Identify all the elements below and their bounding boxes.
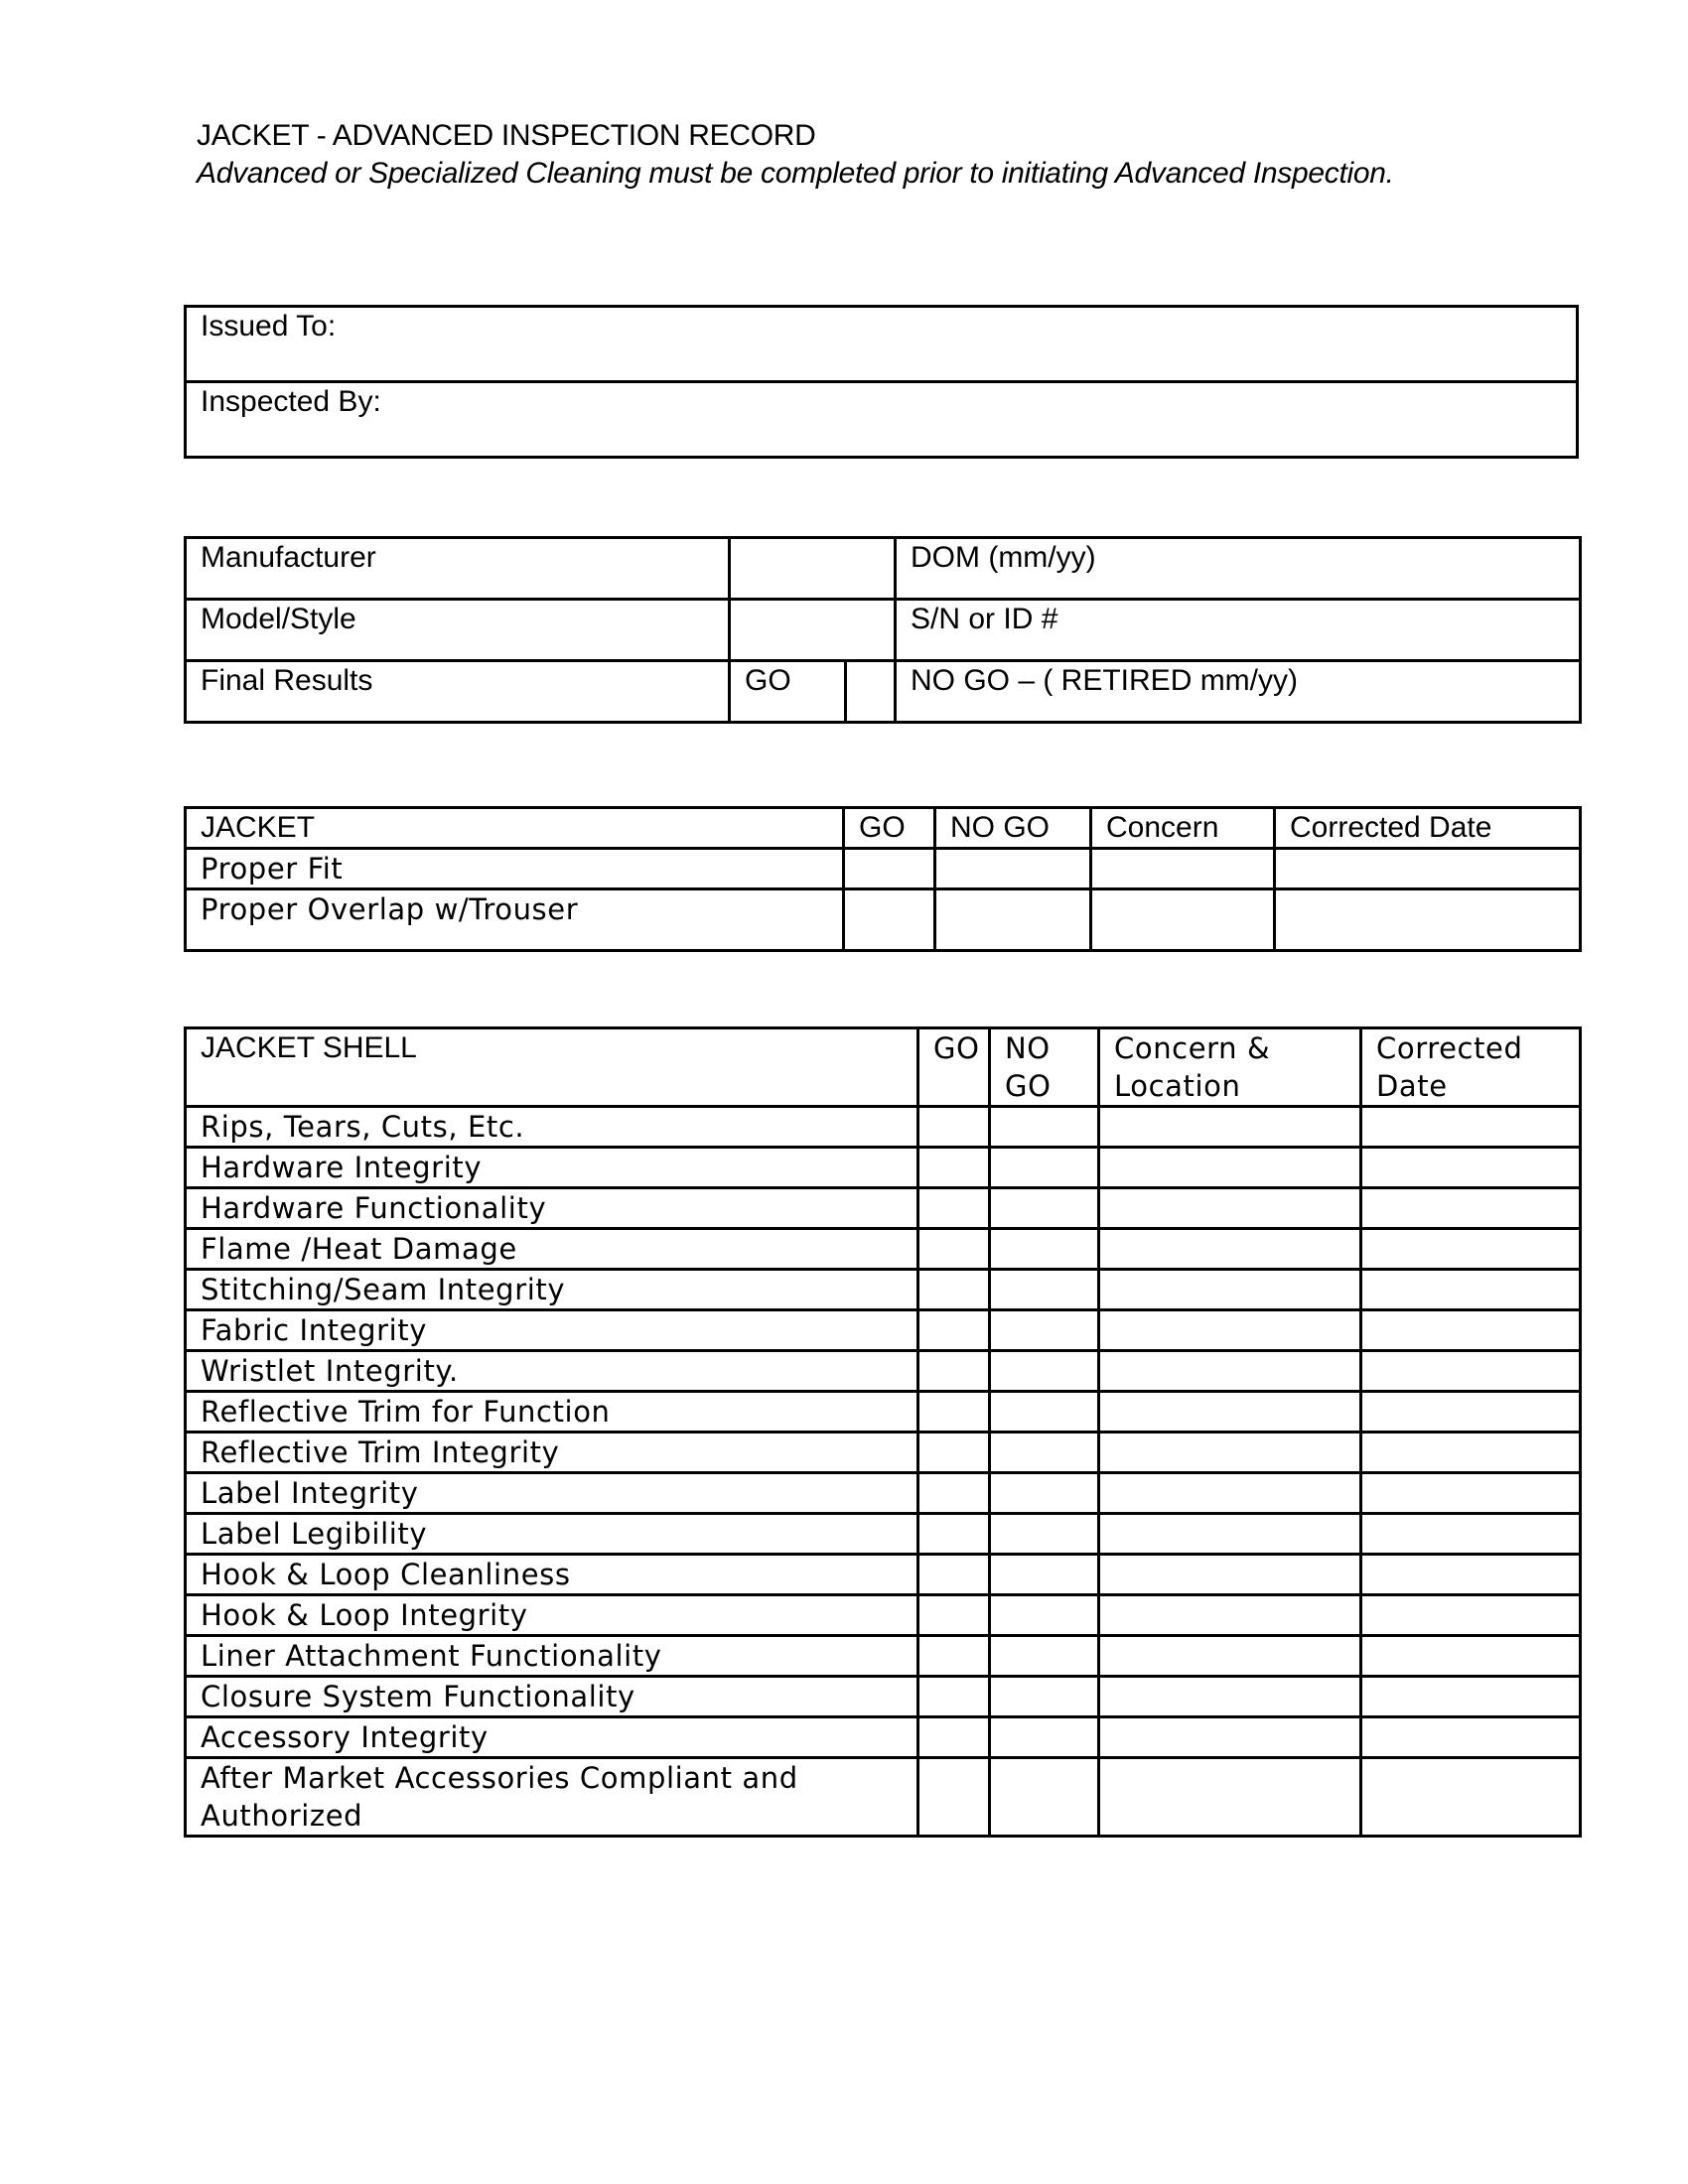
assignment-table [184,305,1579,459]
table-row [186,1310,1581,1351]
document-header [197,117,1448,193]
go-checkbox-cell[interactable] [918,1392,990,1433]
model-value-cell[interactable] [730,600,896,661]
concern-location-cell[interactable] [1099,1148,1361,1188]
final-go-checkbox[interactable] [846,661,896,723]
concern-cell[interactable] [1091,889,1275,951]
concern-location-cell[interactable] [1099,1392,1361,1433]
shell-row-label: Reflective Trim for Function [186,1392,918,1433]
table-row [186,1677,1581,1717]
go-checkbox-cell[interactable] [918,1148,990,1188]
table-row [186,1270,1581,1310]
go-checkbox-cell[interactable] [918,1270,990,1310]
corrected-date-cell[interactable] [1361,1717,1581,1758]
jacket-header-item: JACKET [186,808,844,849]
concern-location-cell[interactable] [1099,1229,1361,1270]
dom-label: DOM (mm/yy) [911,541,1096,574]
corrected-date-cell[interactable] [1361,1310,1581,1351]
table-row [186,1392,1581,1433]
final-no-go-label: NO GO – ( RETIRED mm/yy) [911,664,1298,697]
serial-id-label: S/N or ID # [911,603,1058,635]
no-go-checkbox-cell[interactable] [990,1717,1099,1758]
no-go-checkbox-cell[interactable] [990,1433,1099,1473]
table-row [186,889,1581,951]
jacket-header-no-go: NO GO [935,808,1091,849]
table-row [186,1433,1581,1473]
model-label-cell [186,600,730,661]
table-row [186,1717,1581,1758]
manufacturer-label: Manufacturer [201,541,376,574]
go-checkbox-cell[interactable] [918,1433,990,1473]
corrected-date-cell[interactable] [1361,1473,1581,1514]
jacket-row-label: Proper Overlap w/Trouser [186,889,844,951]
go-checkbox-cell[interactable] [844,889,935,951]
shell-row-label: After Market Accessories Compliant and Authorized [186,1758,918,1837]
corrected-date-cell[interactable] [1361,1433,1581,1473]
corrected-date-cell[interactable] [1361,1555,1581,1595]
issued-to-field[interactable] [186,307,1578,382]
shell-row-label: Closure System Functionality [186,1677,918,1717]
table-row [186,1148,1581,1188]
shell-row-label: Hardware Functionality [186,1188,918,1229]
final-results-label-cell [186,661,730,723]
jacket-header-corrected-date: Corrected Date [1275,808,1581,849]
shell-row-label: Accessory Integrity [186,1717,918,1758]
serial-cell[interactable] [896,600,1581,661]
no-go-checkbox-cell[interactable] [990,1392,1099,1433]
no-go-checkbox-cell[interactable] [990,1310,1099,1351]
shell-row-label: Stitching/Seam Integrity [186,1270,918,1310]
final-results-label: Final Results [201,664,373,697]
corrected-date-cell[interactable] [1361,1758,1581,1837]
no-go-checkbox-cell[interactable] [990,1148,1099,1188]
shell-row-label: Fabric Integrity [186,1310,918,1351]
go-checkbox-cell[interactable] [918,1677,990,1717]
go-checkbox-cell[interactable] [918,1758,990,1837]
shell-row-label: Label Legibility [186,1514,918,1555]
jacket-header-go: GO [844,808,935,849]
table-row [186,1595,1581,1636]
corrected-date-cell[interactable] [1361,1148,1581,1188]
table-row [186,1188,1581,1229]
jacket-shell-table [184,1026,1582,1838]
issued-to-label: Issued To: [201,310,337,342]
no-go-checkbox-cell[interactable] [990,1473,1099,1514]
table-row [186,1636,1581,1677]
jacket-header-concern: Concern [1091,808,1275,849]
corrected-date-cell[interactable] [1361,1514,1581,1555]
dom-cell[interactable] [896,538,1581,600]
concern-location-cell[interactable] [1099,1270,1361,1310]
concern-location-cell[interactable] [1099,1595,1361,1636]
corrected-date-cell[interactable] [1361,1392,1581,1433]
shell-row-label: Liner Attachment Functionality [186,1636,918,1677]
concern-cell[interactable] [1091,849,1275,889]
concern-location-cell[interactable] [1099,1107,1361,1148]
no-go-checkbox-cell[interactable] [990,1758,1099,1837]
table-row [186,1473,1581,1514]
go-checkbox-cell[interactable] [918,1595,990,1636]
go-checkbox-cell[interactable] [918,1717,990,1758]
shell-row-label: Label Integrity [186,1473,918,1514]
go-checkbox-cell[interactable] [844,849,935,889]
shell-row-label: Reflective Trim Integrity [186,1433,918,1473]
shell-row-label: Hook & Loop Integrity [186,1595,918,1636]
shell-header-no-go: NO GO [990,1028,1099,1107]
no-go-checkbox-cell[interactable] [990,1677,1099,1717]
go-checkbox-cell[interactable] [918,1229,990,1270]
corrected-date-cell[interactable] [1361,1270,1581,1310]
corrected-date-cell[interactable] [1361,1677,1581,1717]
go-checkbox-cell[interactable] [918,1188,990,1229]
manufacturer-label-cell [186,538,730,600]
concern-location-cell[interactable] [1099,1555,1361,1595]
concern-location-cell[interactable] [1099,1433,1361,1473]
shell-row-label: Rips, Tears, Cuts, Etc. [186,1107,918,1148]
no-go-checkbox-cell[interactable] [990,1555,1099,1595]
go-checkbox-cell[interactable] [918,1107,990,1148]
shell-header-concern-location: Concern & Location [1099,1028,1361,1107]
shell-row-label: Hook & Loop Cleanliness [186,1555,918,1595]
corrected-date-cell[interactable] [1275,849,1581,889]
table-row [186,1107,1581,1148]
no-go-checkbox-cell[interactable] [990,1514,1099,1555]
corrected-date-cell[interactable] [1275,889,1581,951]
concern-location-cell[interactable] [1099,1188,1361,1229]
table-row [186,1555,1581,1595]
no-go-checkbox-cell[interactable] [990,1188,1099,1229]
concern-location-cell[interactable] [1099,1717,1361,1758]
concern-location-cell[interactable] [1099,1758,1361,1837]
no-go-checkbox-cell[interactable] [935,889,1091,951]
model-style-label: Model/Style [201,603,356,635]
corrected-date-cell[interactable] [1361,1229,1581,1270]
inspected-by-label: Inspected By: [201,385,381,418]
corrected-date-cell[interactable] [1361,1188,1581,1229]
final-no-go-cell[interactable] [896,661,1581,723]
no-go-checkbox-cell[interactable] [990,1595,1099,1636]
shell-header-item: JACKET SHELL [186,1028,918,1107]
no-go-checkbox-cell[interactable] [990,1636,1099,1677]
document-title: JACKET - ADVANCED INSPECTION RECORD [197,119,816,152]
shell-header-corrected-date: Corrected Date [1361,1028,1581,1107]
shell-row-label: Wristlet Integrity. [186,1351,918,1392]
shell-header-go: GO [918,1028,990,1107]
no-go-checkbox-cell[interactable] [990,1229,1099,1270]
table-row [186,849,1581,889]
go-checkbox-cell[interactable] [918,1636,990,1677]
corrected-date-cell[interactable] [1361,1595,1581,1636]
concern-location-cell[interactable] [1099,1351,1361,1392]
garment-info-table [184,536,1582,724]
jacket-fit-table [184,806,1582,952]
no-go-checkbox-cell[interactable] [990,1107,1099,1148]
corrected-date-cell[interactable] [1361,1107,1581,1148]
final-go-label: GO [745,664,791,697]
go-checkbox-cell[interactable] [918,1351,990,1392]
concern-location-cell[interactable] [1099,1514,1361,1555]
final-go-label-cell [730,661,846,723]
jacket-row-label: Proper Fit [186,849,844,889]
no-go-checkbox-cell[interactable] [990,1270,1099,1310]
table-row [186,1758,1581,1837]
corrected-date-cell[interactable] [1361,1636,1581,1677]
concern-location-cell[interactable] [1099,1473,1361,1514]
go-checkbox-cell[interactable] [918,1473,990,1514]
manufacturer-value-cell[interactable] [730,538,896,600]
table-row [186,1229,1581,1270]
inspected-by-field[interactable] [186,382,1578,458]
go-checkbox-cell[interactable] [918,1514,990,1555]
go-checkbox-cell[interactable] [918,1310,990,1351]
corrected-date-cell[interactable] [1361,1351,1581,1392]
table-row [186,1351,1581,1392]
concern-location-cell[interactable] [1099,1310,1361,1351]
shell-row-label: Hardware Integrity [186,1148,918,1188]
concern-location-cell[interactable] [1099,1636,1361,1677]
no-go-checkbox-cell[interactable] [990,1351,1099,1392]
table-row [186,1514,1581,1555]
concern-location-cell[interactable] [1099,1677,1361,1717]
no-go-checkbox-cell[interactable] [935,849,1091,889]
go-checkbox-cell[interactable] [918,1555,990,1595]
shell-row-label: Flame /Heat Damage [186,1229,918,1270]
document-instructions: Advanced or Specialized Cleaning must be completed prior to initiating Advanced Inspection. [197,157,1394,190]
